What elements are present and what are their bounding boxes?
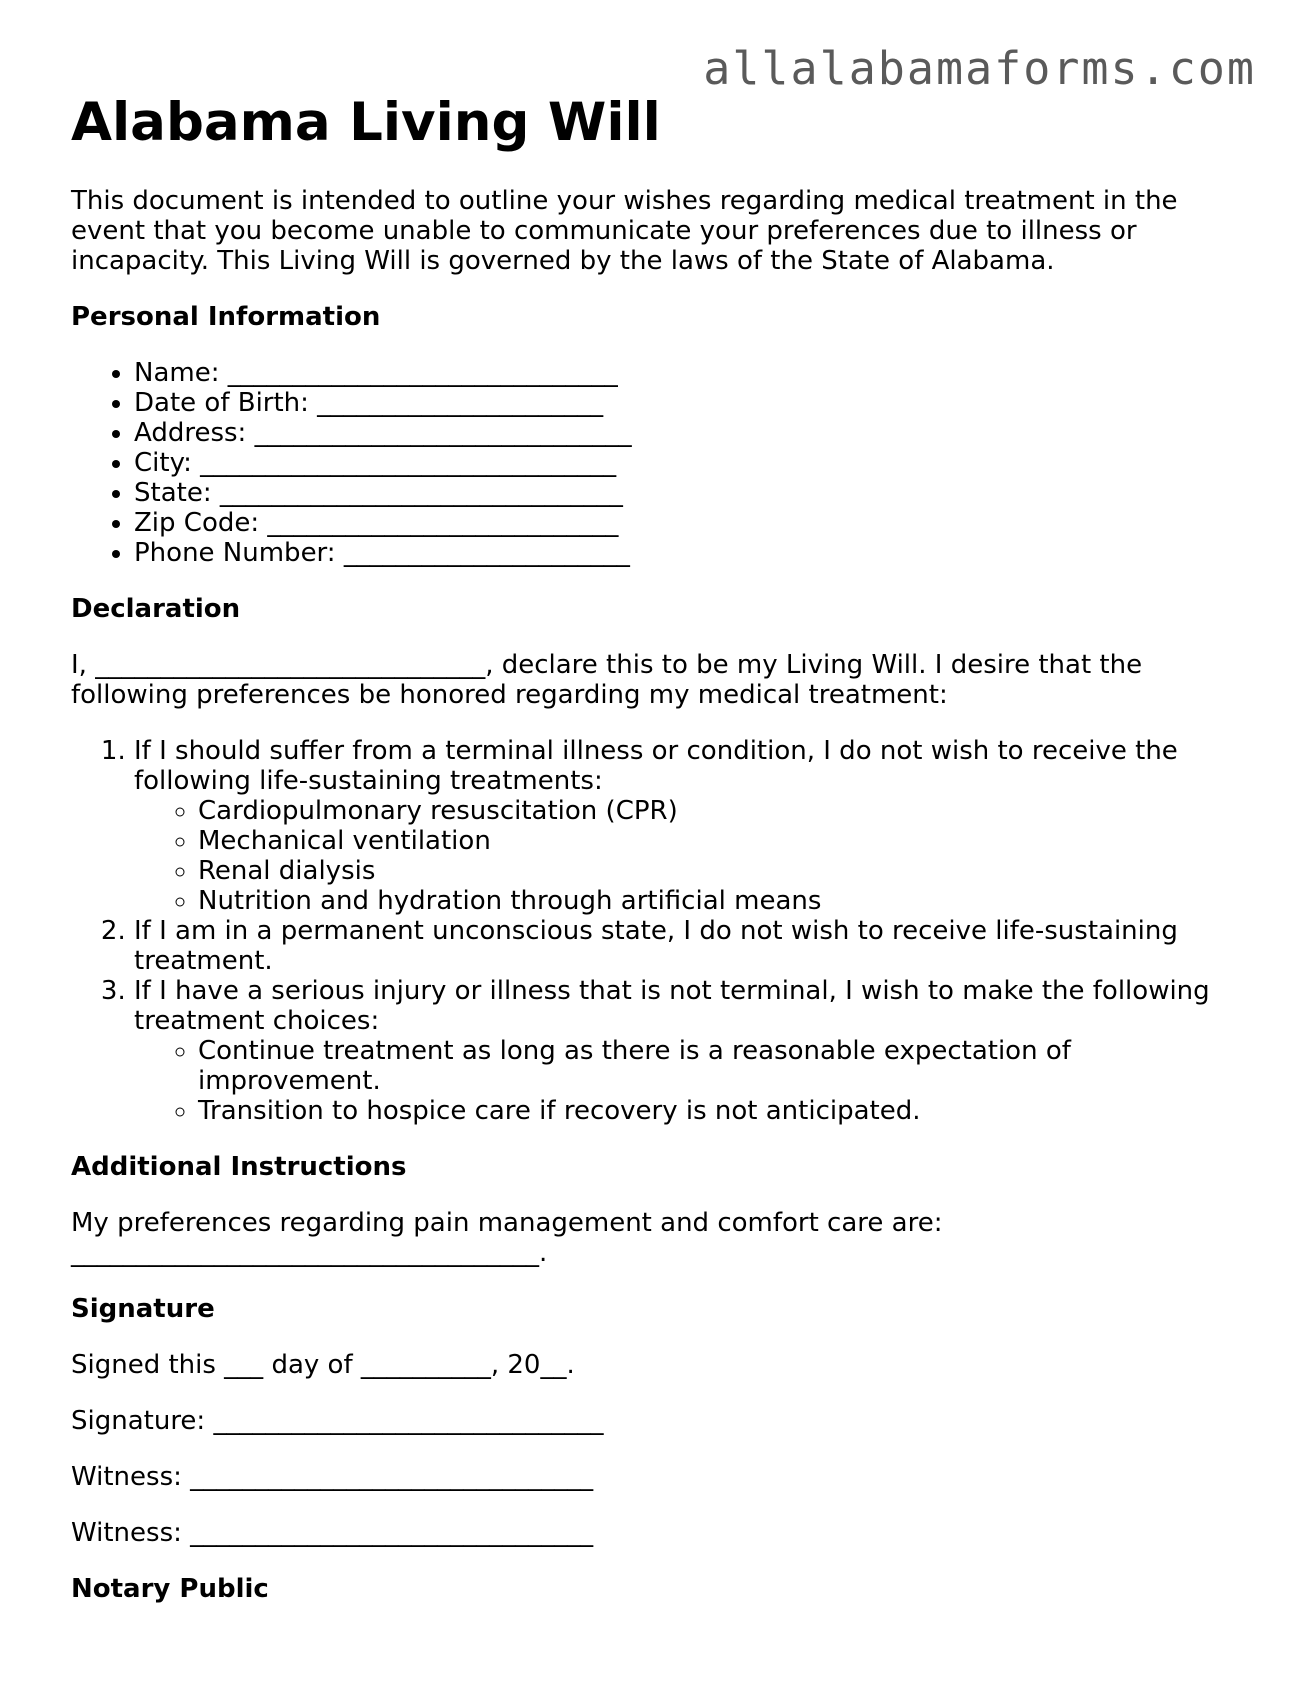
zip-code-field[interactable]: • Zip Code: ___________________________ [134, 508, 1241, 538]
declaration-statement[interactable]: I, ______________________________, declare this to be my Living Will. I desire that the following preferences be honored regarding my medical treatment: [71, 650, 1143, 710]
additional-instructions-heading: Additional Instructions [71, 1152, 407, 1182]
list-item: ◦ Nutrition and hydration through artificial means [198, 886, 1241, 916]
declaration-heading: Declaration [71, 594, 241, 624]
name-field[interactable]: • Name: ______________________________ [134, 358, 1241, 388]
list-item [134, 916, 1241, 976]
document-page [71, 88, 1241, 1604]
watermark: allalabamaforms.com [703, 42, 1256, 95]
list-item [134, 976, 1241, 1126]
list-item: ◦ Transition to hospice care if recovery is not anticipated. [198, 1096, 1241, 1126]
treatment-sublist [134, 1036, 1241, 1126]
list-item: ◦ Cardiopulmonary resuscitation (CPR) [198, 796, 1241, 826]
state-field[interactable]: • State: _______________________________ [134, 478, 1241, 508]
address-field[interactable]: • Address: _____________________________ [134, 418, 1241, 448]
pain-management-field[interactable]: My preferences regarding pain management and comfort care are: ____________________________________. [71, 1208, 943, 1268]
city-field[interactable]: • City: ________________________________ [134, 448, 1241, 478]
preference-text: If I have a serious injury or illness that is not terminal, I wish to make the following treatment choices: [134, 976, 1210, 1036]
preference-text: If I am in a permanent unconscious state, I do not wish to receive life-sustaining treatment. [134, 916, 1178, 976]
signature-heading: Signature [71, 1294, 215, 1324]
witness-1-field[interactable]: Witness: _______________________________ [71, 1462, 594, 1492]
personal-information-list [71, 358, 1241, 568]
date-of-birth-field[interactable]: • Date of Birth: ______________________ [134, 388, 1241, 418]
treatment-sublist [134, 796, 1241, 916]
preference-text: If I should suffer from a terminal illness or condition, I do not wish to receive the following life-sustaining treatments: [134, 736, 1178, 796]
signature-field[interactable]: Signature: ______________________________ [71, 1406, 604, 1436]
intro-paragraph: This document is intended to outline your wishes regarding medical treatment in the event that you become unable to communicate your preferences due to illness or incapacity. This Living Will is governed by the laws of the State of Alabama. [71, 186, 1178, 276]
signed-date-field[interactable]: Signed this ___ day of __________, 20__. [71, 1350, 575, 1380]
list-item: ◦ Continue treatment as long as there is a reasonable expectation of improvement. [198, 1036, 1241, 1096]
notary-public-heading: Notary Public [71, 1574, 269, 1604]
list-item: ◦ Renal dialysis [198, 856, 1241, 886]
list-item: ◦ Mechanical ventilation [198, 826, 1241, 856]
treatment-preferences-list [71, 736, 1241, 1126]
list-item [134, 736, 1241, 916]
witness-2-field[interactable]: Witness: _______________________________ [71, 1518, 594, 1548]
phone-number-field[interactable]: • Phone Number: ______________________ [134, 538, 1241, 568]
personal-information-heading: Personal Information [71, 302, 381, 332]
document-title: Alabama Living Will [71, 92, 661, 153]
